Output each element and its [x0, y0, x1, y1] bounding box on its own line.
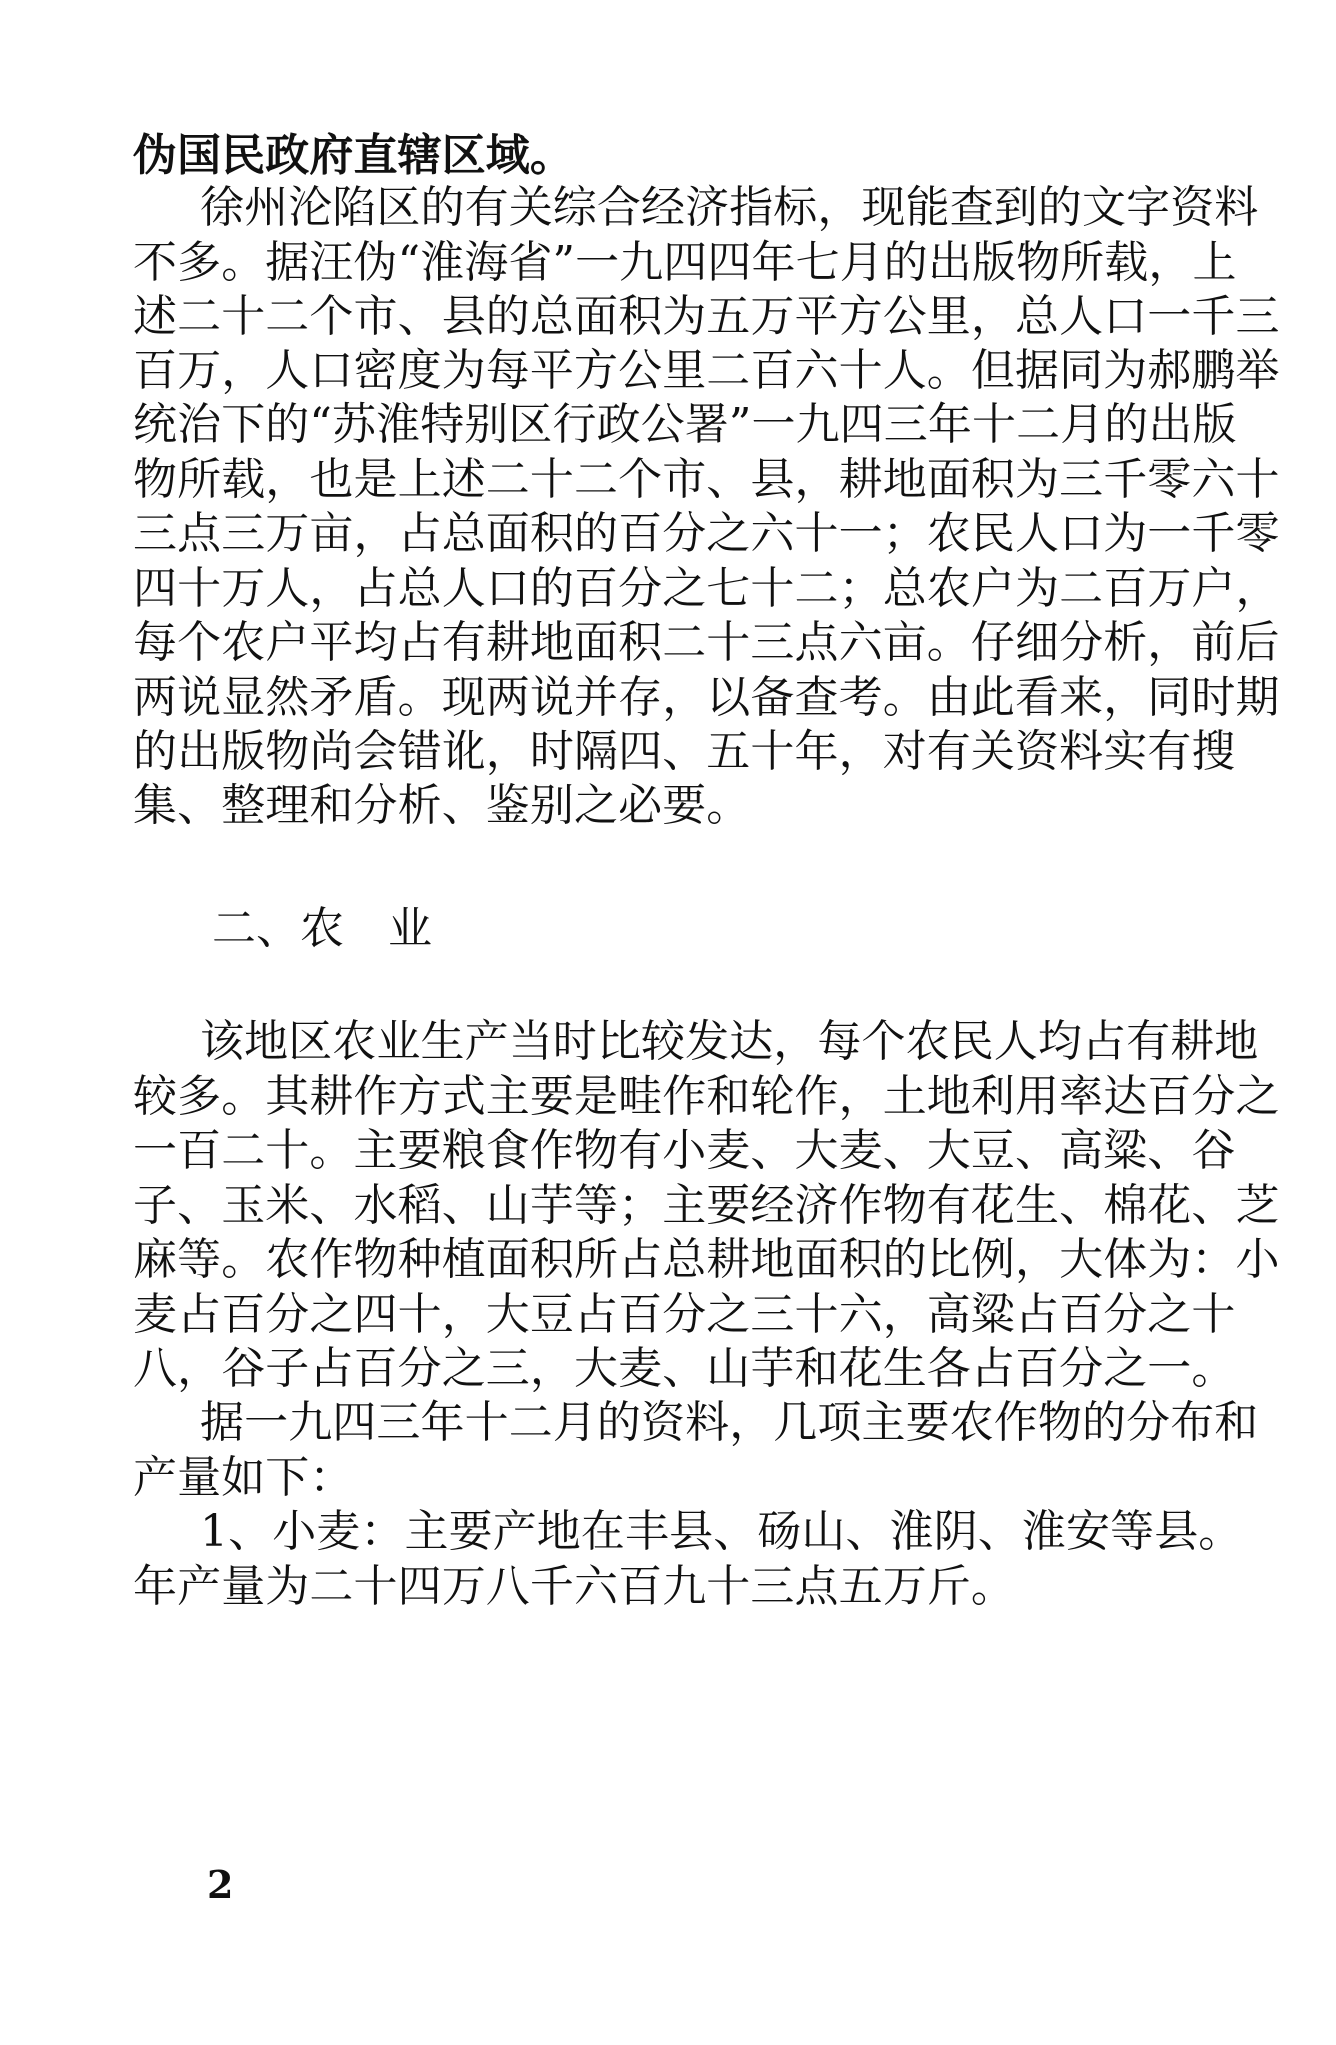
- text-line: 年产量为二十四万八千六百九十三点五万斤。: [133, 1561, 1015, 1612]
- text-line: 述二十二个市、县的总面积为五万平方公里，总人口一千三: [133, 291, 1280, 342]
- paragraph-first-line: 该地区农业生产当时比较发达，每个农民人均占有耕地: [200, 1016, 1259, 1067]
- paragraph-first-line: 徐州沦陷区的有关综合经济指标，现能查到的文字资料: [200, 182, 1259, 233]
- list-item-line: 1、小麦：主要产地在丰县、砀山、淮阴、淮安等县。: [200, 1506, 1243, 1557]
- text-line: 八，谷子占百分之三，大麦、山芋和花生各占百分之一。: [133, 1343, 1236, 1394]
- text-line: 每个农户平均占有耕地面积二十三点六亩。仔细分析，前后: [133, 617, 1280, 668]
- text-line: 三点三万亩，占总面积的百分之六十一；农民人口为一千零: [133, 508, 1280, 559]
- text-line: 产量如下：: [133, 1452, 354, 1503]
- text-line: 麻等。农作物种植面积所占总耕地面积的比例，大体为：小: [133, 1234, 1280, 1285]
- text-line: 伪国民政府直辖区域。: [133, 130, 574, 181]
- text-line: 物所载，也是上述二十二个市、县，耕地面积为三千零六十: [133, 454, 1280, 505]
- text-line: 集、整理和分析、鉴别之必要。: [133, 780, 751, 831]
- text-line: 不多。据汪伪“淮海省”一九四四年七月的出版物所载，上: [133, 237, 1237, 288]
- text-line: 麦占百分之四十，大豆占百分之三十六，高粱占百分之十: [133, 1289, 1236, 1340]
- section-heading: 二、农 业: [212, 903, 432, 954]
- text-line: 的出版物尚会错讹，时隔四、五十年，对有关资料实有搜: [133, 726, 1236, 777]
- text-line: 百万，人口密度为每平方公里二百六十人。但据同为郝鹏举: [133, 345, 1280, 396]
- text-line: 统治下的“苏淮特别区行政公署”一九四三年十二月的出版: [133, 399, 1237, 450]
- text-line: 子、玉米、水稻、山芋等；主要经济作物有花生、棉花、芝: [133, 1180, 1280, 1231]
- text-line: 较多。其耕作方式主要是畦作和轮作，土地利用率达百分之: [133, 1071, 1280, 1122]
- text-line: 两说显然矛盾。现两说并存，以备查考。由此看来，同时期: [133, 672, 1280, 723]
- text-line: 一百二十。主要粮食作物有小麦、大麦、大豆、高粱、谷: [133, 1125, 1236, 1176]
- page-number: 2: [207, 1862, 234, 1907]
- text-line: 四十万人，占总人口的百分之七十二；总农户为二百万户，: [133, 563, 1280, 614]
- paragraph-first-line: 据一九四三年十二月的资料，几项主要农作物的分布和: [200, 1397, 1259, 1448]
